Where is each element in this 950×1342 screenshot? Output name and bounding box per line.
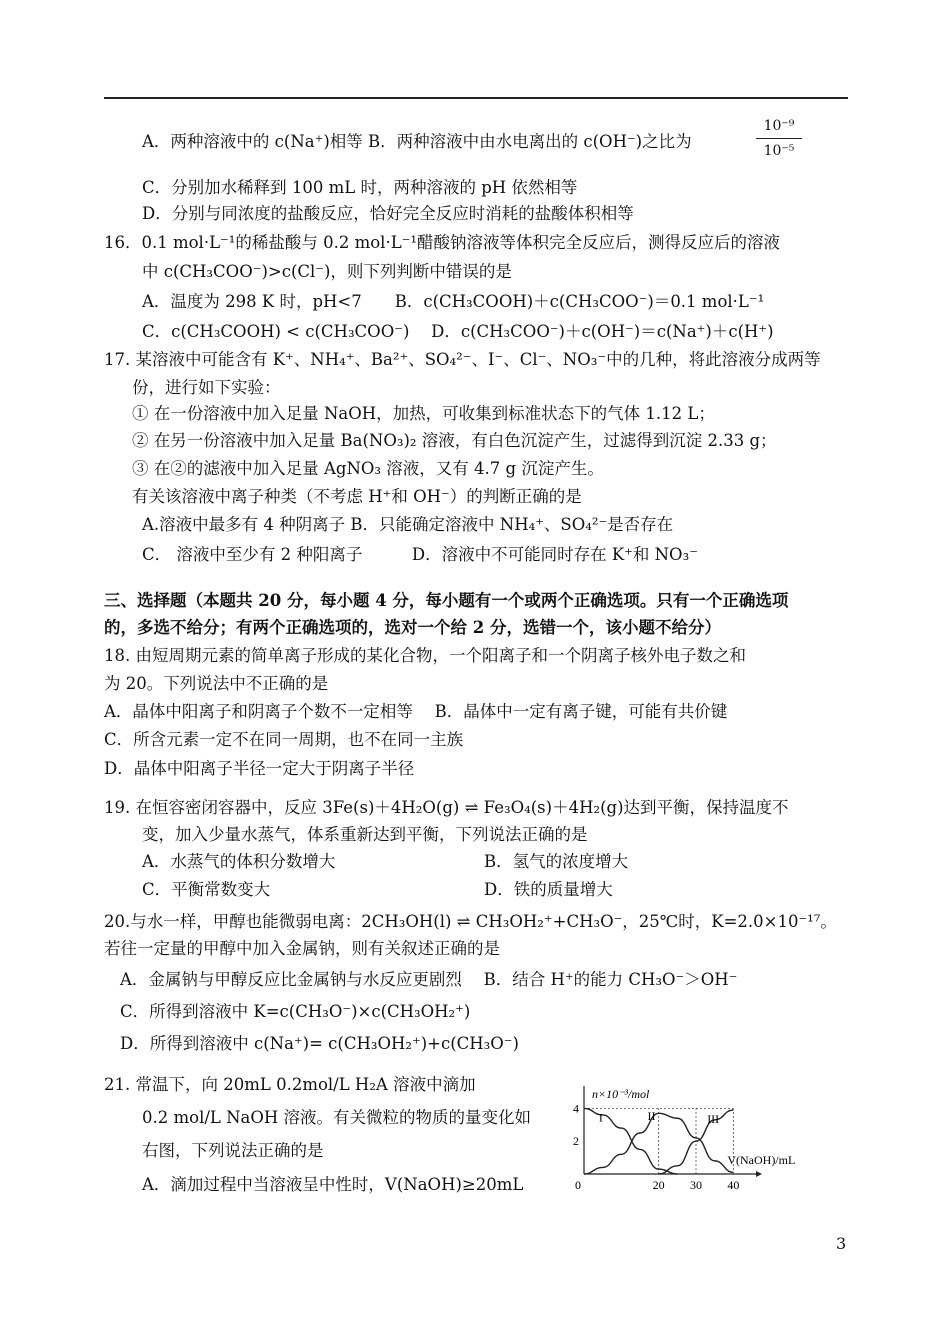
y-tick-label: 2: [573, 1134, 579, 1149]
q17-question: 有关该溶液中离子种类（不考虑 H⁺和 OH⁻）的判断正确的是: [132, 487, 582, 506]
series-label-i: I: [598, 1110, 603, 1125]
q20-option-c: C．所得到溶液中 K=c(CH₃O⁻)×c(CH₃OH₂⁺): [120, 1002, 471, 1021]
q18-option-c: C．所含元素一定不在同一周期，也不在同一主族: [104, 730, 464, 749]
q19-stem-line1: 19. 在恒容密闭容器中，反应 3Fe(s)＋4H₂O(g) ⇌ Fe₃O₄(s)＋4H₂(g)达到平衡，保持温度不: [104, 798, 789, 817]
q19-option-c: C．平衡常数变大: [142, 880, 271, 899]
q16-stem-line1: 16．0.1 mol·L⁻¹的稀盐酸与 0.2 mol·L⁻¹醋酸钠溶液等体积完全反应后，测得反应后的溶液: [104, 233, 780, 252]
q15-options-ab: A．两种溶液中的 c(Na⁺)相等 B．两种溶液中由水电离出的 c(OH⁻)之比为: [142, 132, 692, 151]
x-tick-label: 0: [575, 1178, 581, 1190]
x-tick-label: 40: [727, 1178, 740, 1190]
series-label-iii: III: [707, 1112, 720, 1127]
q21-stem-line2: 0.2 mol/L NaOH 溶液。有关微粒的物质的量变化如: [142, 1108, 532, 1127]
q19-option-b: B．氢气的浓度增大: [484, 852, 629, 871]
q18-option-d: D．晶体中阳离子半径一定大于阴离子半径: [104, 759, 415, 778]
q17-options-cd: C． 溶液中至少有 2 种阳离子 D．溶液中不可能同时存在 K⁺和 NO₃⁻: [142, 545, 698, 564]
q20-stem-line2: 若往一定量的甲醇中加入金属钠，则有关叙述正确的是: [104, 939, 500, 958]
x-tick-label: 30: [690, 1178, 702, 1190]
q18-options-ab: A．晶体中阳离子和阴离子个数不一定相等 B．晶体中一定有离子键，可能有共价键: [104, 702, 728, 721]
q16-stem-line2: 中 c(CH₃COO⁻)>c(Cl⁻)，则下列判断中错误的是: [142, 262, 512, 281]
q20-options-ab: A．金属钠与甲醇反应比金属钠与水反应更剧烈 B．结合 H⁺的能力 CH₃O⁻＞OH⁻: [120, 970, 738, 989]
q19-option-d: D．铁的质量增大: [484, 880, 613, 899]
q21-option-a: A．滴加过程中当溶液呈中性时，V(NaOH)≥20mL: [142, 1175, 524, 1194]
q19-stem-line2: 变，加入少量水蒸气，体系重新达到平衡，下列说法正确的是: [142, 825, 588, 844]
x-tick-label: 20: [652, 1178, 665, 1190]
q15-fraction: [756, 117, 802, 160]
fraction-bar: [756, 138, 802, 139]
page-number: 3: [836, 1234, 847, 1253]
y-tick-label: 4: [573, 1101, 579, 1116]
q17-stem-line2: 份，进行如下实验：: [132, 378, 281, 397]
y-axis-label: n×10⁻³/mol: [592, 1087, 650, 1101]
series-label-ii: II: [647, 1108, 656, 1123]
q15-option-c: C．分别加水稀释到 100 mL 时，两种溶液的 pH 依然相等: [142, 178, 578, 197]
q20-stem-line1: 20.与水一样，甲醇也能微弱电离：2CH₃OH(l) ⇌ CH₃OH₂⁺+CH₃O⁻，25℃时，K=2.0×10⁻¹⁷。: [104, 912, 837, 931]
q17-stem-line1: 17. 某溶液中可能含有 K⁺、NH₄⁺、Ba²⁺、SO₄²⁻、I⁻、Cl⁻、NO₃⁻中的几种，将此溶液分成两等: [104, 350, 821, 369]
q18-stem-line1: 18. 由短周期元素的简单离子形成的某化合物，一个阳离子和一个阴离子核外电子数之和: [104, 646, 746, 665]
q20-option-d: D．所得到溶液中 c(Na⁺)= c(CH₃OH₂⁺)+c(CH₃O⁻): [120, 1034, 519, 1053]
q21-stem-line3: 右图，下列说法正确的是: [142, 1141, 324, 1160]
q15-option-d: D．分别与同浓度的盐酸反应，恰好完全反应时消耗的盐酸体积相等: [142, 204, 634, 223]
section3-heading-line1: 三、选择题（本题共 20 分，每小题 4 分，每小题有一个或两个正确选项。只有一个正确选项: [104, 591, 789, 610]
q17-step1: ① 在一份溶液中加入足量 NaOH，加热，可收集到标准状态下的气体 1.12 L；: [132, 404, 715, 423]
q21-stem-line1: 21. 常温下，向 20mL 0.2mol/L H₂A 溶液中滴加: [104, 1075, 476, 1094]
q16-options-ab: A．温度为 298 K 时，pH<7 B．c(CH₃COOH)＋c(CH₃COO⁻)＝0.1 mol·L⁻¹: [142, 292, 765, 311]
q17-step2: ② 在另一份溶液中加入足量 Ba(NO₃)₂ 溶液，有白色沉淀产生，过滤得到沉淀 2.33 g；: [132, 431, 777, 450]
q17-step3: ③ 在②的滤液中加入足量 AgNO₃ 溶液，又有 4.7 g 沉淀产生。: [132, 459, 604, 478]
fraction-numerator: 10⁻⁹: [763, 118, 795, 134]
x-axis-label: V(NaOH)/mL: [727, 1153, 796, 1167]
q18-stem-line2: 为 20。下列说法中不正确的是: [104, 674, 329, 693]
species-amount-graph: [572, 1086, 822, 1190]
fraction-denominator: 10⁻⁵: [763, 143, 795, 159]
q19-option-a: A．水蒸气的体积分数增大: [142, 852, 336, 871]
section3-heading-line2: 的，多选不给分；有两个正确选项的，选对一个给 2 分，选错一个，该小题不给分）: [104, 618, 721, 637]
q17-options-ab: A.溶液中最多有 4 种阴离子 B．只能确定溶液中 NH₄⁺、SO₄²⁻是否存在: [142, 515, 674, 534]
q16-options-cd: C．c(CH₃COOH) < c(CH₃COO⁻) D．c(CH₃COO⁻)＋c(OH⁻)＝c(Na⁺)＋c(H⁺): [142, 322, 774, 341]
x-axis-arrow: [756, 1171, 762, 1177]
header-rule: [104, 97, 848, 99]
